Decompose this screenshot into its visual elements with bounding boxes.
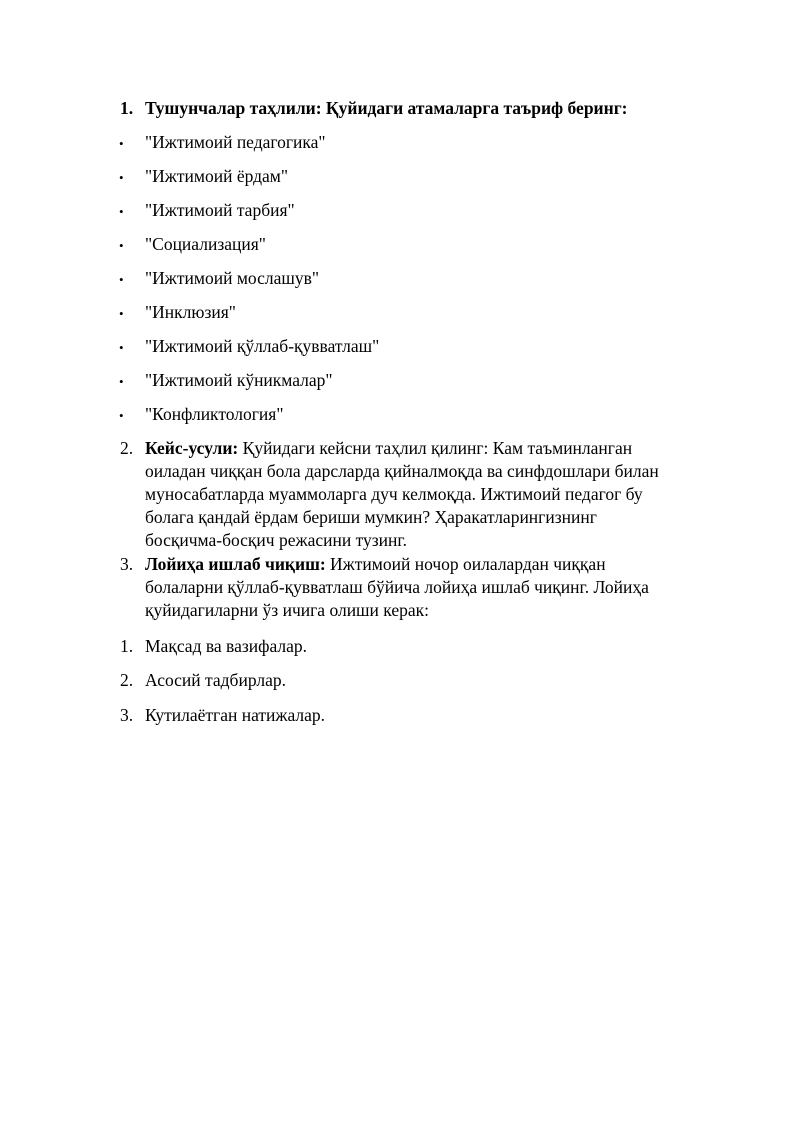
section-1-number: 1. (120, 98, 134, 118)
list-item: "Инклюзия" (145, 302, 236, 322)
section-2-number: 2. (120, 438, 134, 458)
section-3-number: 3. (120, 554, 134, 574)
list-item: "Ижтимоий ёрдам" (145, 166, 288, 186)
bullet-icon: • (119, 408, 124, 423)
list-item: "Ижтимоий мослашув" (145, 268, 319, 288)
bullet-icon: • (119, 272, 124, 287)
bullet-icon: • (119, 170, 124, 185)
case-paragraph-line: босқичма-босқич режасини тузинг. (145, 530, 407, 550)
bullet-icon: • (119, 340, 124, 355)
list-item-number: 3. (120, 705, 134, 725)
list-item: Асосий тадбирлар. (145, 670, 286, 690)
case-paragraph-line: муносабатларда муаммоларга дуч келмоқда. Ижтимоий педагог бу (145, 484, 643, 504)
case-paragraph-line (145, 437, 632, 459)
list-item: "Ижтимоий тарбия" (145, 200, 295, 220)
list-item: "Ижтимоий педагогика" (145, 132, 326, 152)
case-text: Қуйидаги кейсни таҳлил қилинг: Кам таъминланган (238, 438, 633, 458)
case-label: Кейс-усули: (145, 438, 239, 458)
project-paragraph-line: болаларни қўллаб-қувватлаш бўйича лойиҳа ишлаб чиқинг. Лойиҳа (145, 577, 649, 597)
list-item: Мақсад ва вазифалар. (145, 636, 307, 656)
list-item: "Конфликтология" (145, 404, 284, 424)
bullet-icon: • (119, 204, 124, 219)
list-item-number: 2. (120, 670, 134, 690)
case-paragraph-line: оиладан чиққан бола дарсларда қийналмоқда ва синфдошлари билан (145, 461, 659, 481)
list-item: Кутилаётган натижалар. (145, 705, 326, 725)
bullet-icon: • (119, 306, 124, 321)
list-item: "Ижтимоий қўллаб-қувватлаш" (145, 336, 380, 356)
section-1-heading: Тушунчалар таҳлили: Қуйидаги атамаларга таъриф беринг: (145, 98, 628, 118)
bullet-icon: • (119, 374, 124, 389)
bullet-icon: • (119, 136, 124, 151)
project-text: Ижтимоий ночор оилалардан чиққан (325, 554, 606, 574)
list-item: "Социализация" (145, 234, 266, 254)
project-paragraph-line (145, 553, 606, 575)
project-paragraph-line: қуйидагиларни ўз ичига олиши керак: (145, 600, 429, 620)
case-paragraph-line: болага қандай ёрдам бериши мумкин? Ҳаракатларингизнинг (145, 507, 597, 527)
project-label: Лойиҳа ишлаб чиқиш: (145, 554, 326, 574)
bullet-icon: • (119, 238, 124, 253)
list-item-number: 1. (120, 636, 134, 656)
list-item: "Ижтимоий кўникмалар" (145, 370, 333, 390)
